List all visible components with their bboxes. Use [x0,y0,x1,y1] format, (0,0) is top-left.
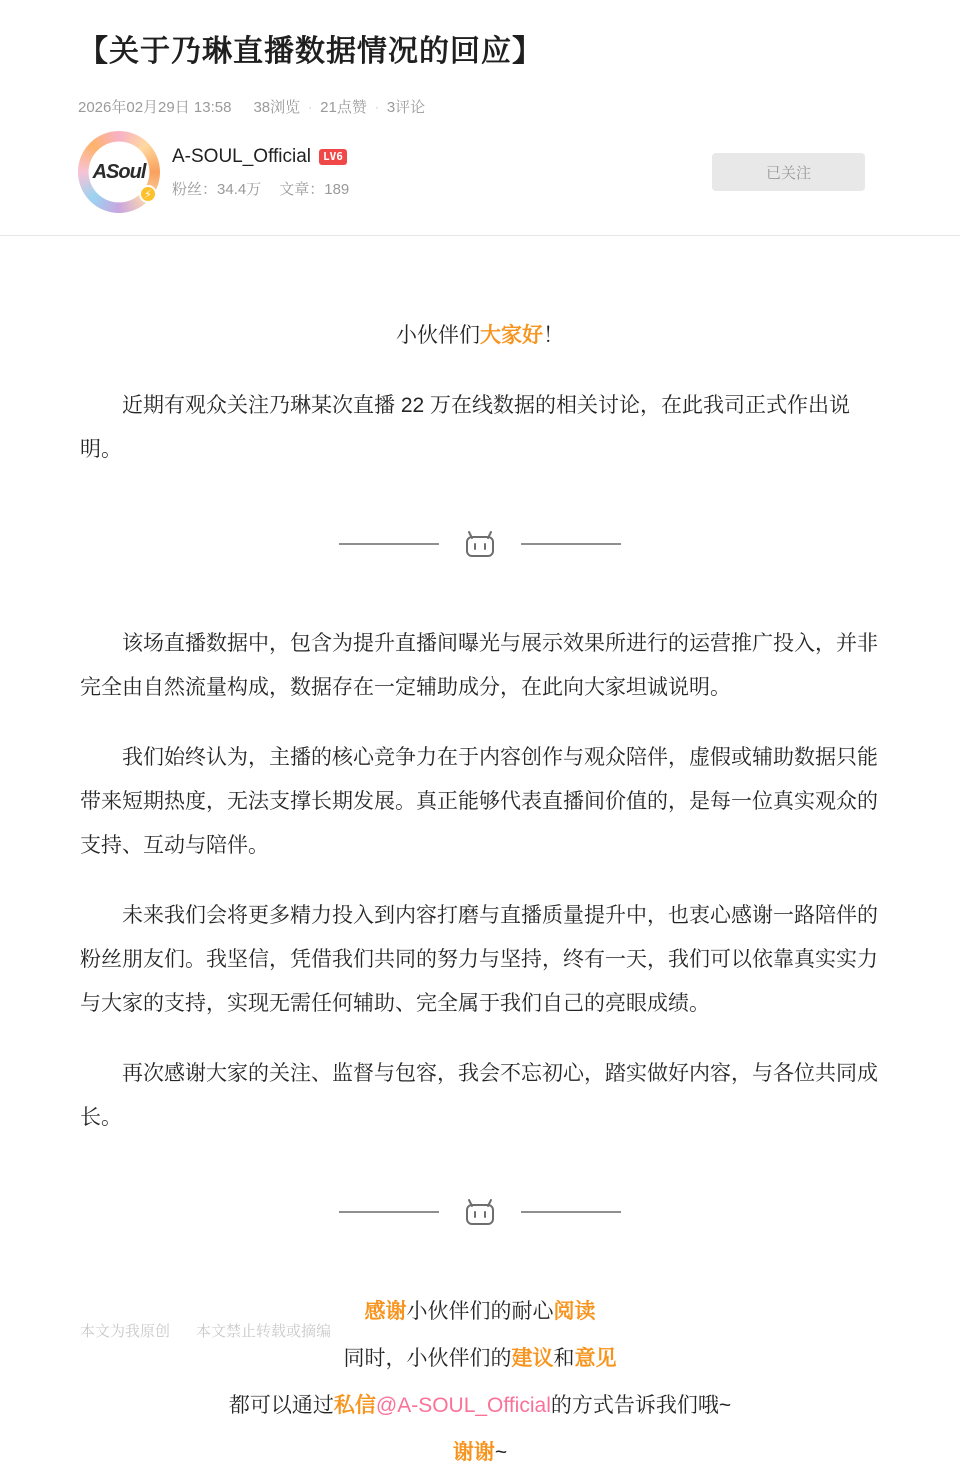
ending-line-2 [80,1337,880,1381]
divider-line [521,543,621,545]
paragraph-body4: 再次感谢大家的关注、监督与包容，我会不忘初心，踏实做好内容，与各位共同成长。 [80,1062,878,1129]
highlight-text: 私信 [333,1394,376,1417]
highlight-text: 建议 [511,1347,554,1370]
highlight-text: 谢谢 [452,1441,495,1464]
meta-separator: · [308,99,313,114]
publish-date: 2026年02月29日 13:58 [78,99,232,116]
like-count: 21点赞 [320,99,367,116]
avatar-logo-text: ASoul [92,160,146,183]
mention-link[interactable]: @A-SOUL_Official [375,1394,551,1417]
section-divider [80,530,880,558]
paragraph-body2: 我们始终认为，主播的核心竞争力在于内容创作与观众陪伴，虚假或辅助数据只能带来短期热度，无法支撑长期发展。真正能够代表直播间价值的，是每一位真实观众的支持、互动与陪伴。 [80,746,878,857]
fans-stat: 粉丝：34.4万 [172,180,262,198]
article-body [0,236,960,1475]
page-title: 【关于乃琳直播数据情况的回应】 [78,35,543,68]
paragraph-body1: 该场直播数据中，包含为提升直播间曝光与展示效果所进行的运营推广投入，并非完全由自然流量构成，数据存在一定辅助成分，在此向大家坦诚说明。 [80,632,878,699]
paragraph-body3: 未来我们会将更多精力投入到内容打磨与直播质量提升中，也衷心感谢一路陪伴的粉丝朋友们。我坚信，凭借我们共同的努力与坚持，终有一天，我们可以依靠真实实力与大家的支持，实现无需任何辅助、完全属于我们自己的亮眼成绩。 [80,904,878,1015]
highlight-text: 大家好 [480,324,543,347]
highlight-text: 感谢 [364,1300,407,1323]
divider-line [521,1211,621,1213]
plain-text: 小伙伴们的耐心 [406,1300,554,1323]
plain-text: 小伙伴们 [396,324,480,347]
plain-text: 都可以通过 [228,1394,334,1417]
meta-separator: · [374,99,379,114]
view-count: 38浏览 [253,99,301,116]
articles-stat: 文章：189 [279,180,350,198]
article-meta [78,96,865,117]
repost-note: 本文禁止转载或摘编 [196,1323,332,1340]
followed-button[interactable]: 已关注 [712,153,865,191]
ending-line-3 [80,1384,880,1428]
author-row [78,131,865,213]
bilibili-tv-icon [463,1198,497,1226]
author-stats [172,178,349,199]
plain-text: 同时，小伙伴们的 [343,1347,512,1370]
original-note: 本文为我原创 [80,1323,171,1340]
plain-text: ！ [543,324,564,347]
plain-text: ~ [494,1441,508,1464]
ending-line-4 [80,1431,880,1475]
paragraph-intro: 近期有观众关注乃琳某次直播 22 万在线数据的相关讨论，在此我司正式作出说明。 [80,394,851,461]
plain-text: 和 [553,1347,575,1370]
bilibili-tv-icon [463,530,497,558]
article-footer [80,1320,331,1341]
avatar[interactable] [78,131,160,213]
article-header [0,0,960,236]
comment-count: 3评论 [386,99,426,116]
plain-text: 的方式告诉我们哦~ [550,1394,732,1417]
divider-line [339,543,439,545]
author-info [172,146,349,199]
divider-line [339,1211,439,1213]
greeting-line [80,314,880,358]
ending-block [80,1290,880,1475]
highlight-text: 意见 [574,1347,617,1370]
author-name[interactable]: A-SOUL_Official [172,145,312,167]
level-badge: LV6 [319,149,347,165]
lightning-badge-icon: ⚡ [139,185,157,203]
highlight-text: 阅读 [553,1300,596,1323]
section-divider [80,1198,880,1226]
